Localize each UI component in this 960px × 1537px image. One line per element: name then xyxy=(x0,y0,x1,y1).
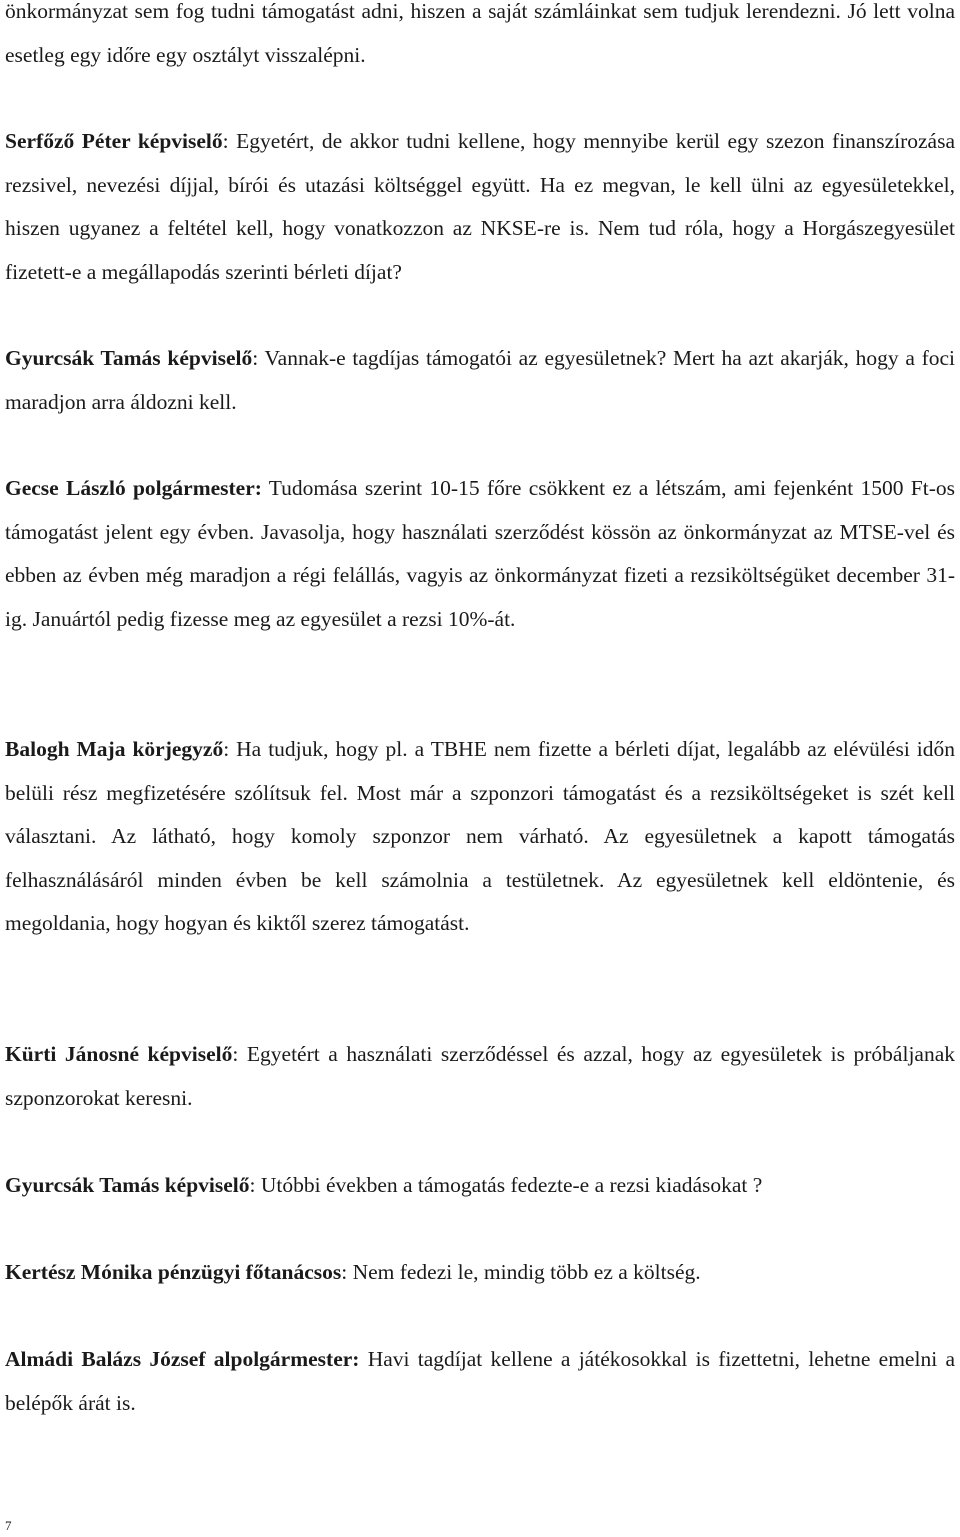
paragraph-text: : Ha tudjuk, hogy pl. a TBHE nem fizette a bérleti díjat, legalább az elévülési időn belüli rész megfizetésére szólítsuk fel. Most már a szponzori támogatást és a rezsiköltségeket is szét kell választani. Az látható, hogy komoly szponzor nem várható. Az egyesületnek a kapott támogatás felhasználásáról minden évben be kell számolnia a testületnek. Az egyesületnek kell eldöntenie, és megoldania, hogy hogyan és kiktől szerez támogatást. xyxy=(5,737,955,935)
speaker-name: Serfőző Péter képviselő xyxy=(5,129,223,153)
paragraph-text: : Vannak-e tagdíjas támogatói az egyesületnek? Mert ha azt akarják, hogy a foci maradjon arra áldozni kell. xyxy=(5,346,955,414)
paragraph-text: : Utóbbi években a támogatás fedezte-e a rezsi kiadásokat ? xyxy=(249,1173,763,1197)
speaker-name: Balogh Maja körjegyző xyxy=(5,737,224,761)
paragraph-text: : Nem fedezi le, mindig több ez a költség. xyxy=(341,1260,701,1284)
paragraph-gyurcsak-2 xyxy=(5,1164,955,1208)
speaker-name: Gecse László polgármester: xyxy=(5,476,262,500)
paragraph-text: Havi tagdíjat kellene a játékosokkal is fizettetni, lehetne emelni a belépők árát is. xyxy=(5,1347,955,1415)
paragraph-gecse xyxy=(5,467,955,641)
paragraph-continuation xyxy=(5,0,955,77)
paragraph-kurti xyxy=(5,1033,955,1120)
speaker-name: Kürti Jánosné képviselő xyxy=(5,1042,233,1066)
paragraph-gyurcsak-1 xyxy=(5,337,955,424)
paragraph-text: : Egyetért a használati szerződéssel és azzal, hogy az egyesületek is próbáljanak szponzorokat keresni. xyxy=(5,1042,956,1110)
speaker-name: Almádi Balázs József alpolgármester: xyxy=(5,1347,360,1371)
paragraph-kertesz xyxy=(5,1251,955,1295)
speaker-name: Kertész Mónika pénzügyi főtanácsos xyxy=(5,1260,342,1284)
speaker-name: Gyurcsák Tamás képviselő xyxy=(5,1173,250,1197)
paragraph-almadi xyxy=(5,1338,955,1425)
speaker-name: Gyurcsák Tamás képviselő xyxy=(5,346,253,370)
paragraph-balogh xyxy=(5,728,955,946)
paragraph-text: önkormányzat sem fog tudni támogatást adni, hiszen a saját számláinkat sem tudjuk lerendezni. Jó lett volna esetleg egy időre egy osztályt visszalépni. xyxy=(5,0,955,67)
paragraph-text: : Egyetért, de akkor tudni kellene, hogy mennyibe kerül egy szezon finanszírozása rezsivel, nevezési díjjal, bírói és utazási költséggel együtt. Ha ez megvan, le kell ülni az egyesületekkel, hiszen ugyanez a feltétel kell, hogy vonatkozzon az NKSE-re is. Nem tud róla, hogy a Horgászegyesület fizetett-e a megállapodás szerinti bérleti díjat? xyxy=(5,129,956,284)
paragraph-serfozo xyxy=(5,120,955,294)
paragraph-text: Tudomása szerint 10-15 főre csökkent ez a létszám, ami fejenként 1500 Ft-os támogatást jelent egy évben. Javasolja, hogy használati szerződést kössön az önkormányzat az MTSE-vel és ebben az évben még maradjon a régi felállás, vagyis az önkormányzat fizeti a rezsiköltségüket december 31-ig. Januártól pedig fizesse meg az egyesület a rezsi 10%-át. xyxy=(5,476,955,631)
page-number: 7 xyxy=(5,1518,12,1533)
